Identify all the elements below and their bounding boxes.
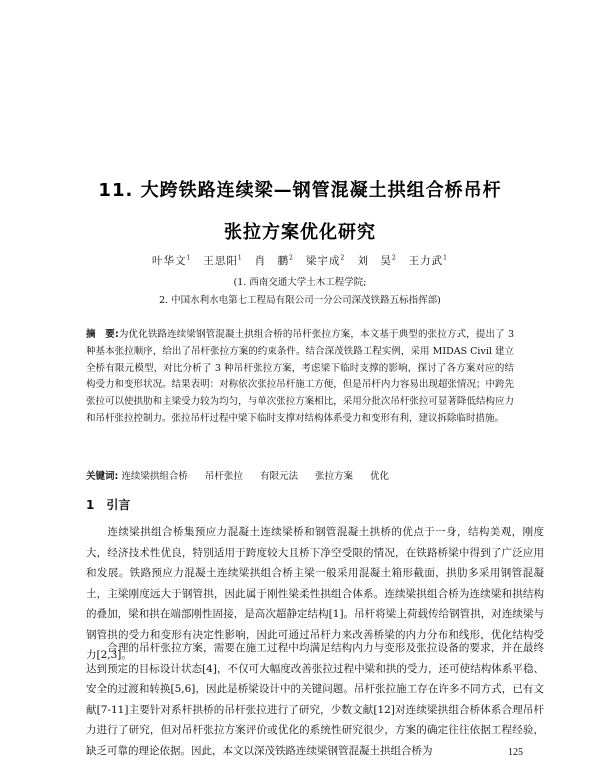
author-affiliation-mark: 2 — [289, 254, 294, 262]
page-number: 125 — [508, 747, 523, 758]
author — [255, 255, 294, 267]
keyword: 张拉方案 — [314, 471, 353, 482]
author — [357, 255, 396, 267]
keywords-label: 关键词: — [86, 471, 119, 482]
author — [203, 255, 242, 267]
abstract-text: 为优化铁路连续梁钢管混凝土拱组合桥的吊杆张拉方案，本文基于典型的张拉方式，提出了 3 种基本张拉顺序，给出了吊杆张拉方案的约束条件。结合深茂铁路工程实例，采用 MIDAS Civil 建立全桥有限元模型，对比分析了 3 种吊杆张拉方案，考虑梁下临时支撑的影响，探讨了各方案对应的结构受力和变形状况。结果表明：对称依次张拉吊杆施工方便，但是吊杆内力容易出现超张情况；中跨先张拉可以使拱肋和主梁受力较为均匀，与单次张拉方案相比，采用分批次吊杆张拉可显著降低结构应力和吊杆张拉控制力。张拉吊杆过程中梁下临时支撑对结构体系受力和变形有利，建议拆除临时措施。 — [86, 329, 514, 424]
keywords — [86, 468, 514, 482]
author-name: 王力武 — [408, 255, 444, 267]
paper-title-line-2: 张拉方案优化研究 — [224, 222, 376, 243]
keyword: 连续梁拱组合桥 — [121, 471, 188, 482]
abstract — [86, 327, 514, 428]
paper-title-line-1: 11. 大跨铁路连续梁—钢管混凝土拱组合桥吊杆 — [98, 180, 502, 201]
keyword: 吊杆张拉 — [204, 471, 243, 482]
paragraph-text: 连续梁拱组合桥集预应力混凝土连续梁桥和钢管混凝土拱桥的优点于一身，结构美观，刚度大，经济技术性优良，特别适用于跨度较大且桥下净空受限的情况，在铁路桥梁中得到了广泛应用和发展。铁路预应力混凝土连续梁拱组合桥主梁一般采用混凝土箱形截面，拱肋多采用钢管混凝土，主梁刚度远大于钢管拱，因此属于刚性梁柔性拱组合体系。连续梁拱组合桥为连续梁和拱结构的叠加，梁和拱在端部刚性固接，是高次超静定结构[1]。吊杆将梁上荷载传给钢管拱，对连续梁与钢管拱的受力和变形有决定性影响，因此可通过吊杆力来改善桥梁的内力分布和线形，优化结构受力[2,3]。 — [86, 526, 544, 661]
author-name: 梁宇成 — [306, 255, 341, 267]
author-affiliation-mark: 2 — [340, 254, 346, 262]
author — [306, 255, 345, 267]
keyword: 优化 — [370, 471, 390, 482]
author — [152, 255, 191, 267]
abstract-label: 摘 要: — [86, 329, 119, 340]
author-affiliation-mark: 1 — [186, 254, 192, 262]
section-heading — [86, 496, 130, 513]
author-affiliation-mark: 1 — [237, 254, 243, 262]
author-affiliation-mark: 2 — [391, 254, 397, 262]
section-number: 1 — [86, 498, 95, 512]
paragraph-text: 合理的吊杆张拉方案，需要在施工过程中均满足结构内力与变形及张拉设备的要求，并在最终达到预定的目标设计状态[4]，不仅可大幅度改善张拉过程中梁和拱的受力，还可使结构体系平稳、安全的过渡和转换[5,6]，因此是桥梁设计中的关键问题。吊杆张拉施工存在许多不同方式，已有文献[7-11]主要针对系杆拱桥的吊杆张拉进行了研究，少数文献[12]对连续梁拱组合桥体系合理吊杆力进行了研究，但对吊杆张拉方案评价或优化的系统性研究很少，方案的确定往往依据工程经验，缺乏可靠的理论依据。因此，本文以深茂铁路连续梁钢管混凝土拱组合桥为 — [86, 642, 544, 757]
author-name: 王思阳 — [203, 255, 238, 267]
body-paragraph-2 — [86, 638, 544, 761]
author-affiliation-mark: 1 — [443, 254, 448, 262]
author-name: 肖 鹏 — [254, 255, 290, 267]
keyword: 有限元法 — [259, 471, 298, 482]
author-name: 叶华文 — [152, 255, 187, 267]
affiliation-2: 2. 中国水利水电第七工程局有限公司一分公司深茂铁路五标指挥部) — [159, 295, 441, 306]
author-list — [0, 253, 600, 268]
author-name: 刘 昊 — [357, 255, 392, 267]
section-title: 引言 — [106, 498, 131, 512]
affiliation-1: (1. 西南交通大学土木工程学院; — [233, 277, 367, 288]
author — [409, 255, 448, 267]
